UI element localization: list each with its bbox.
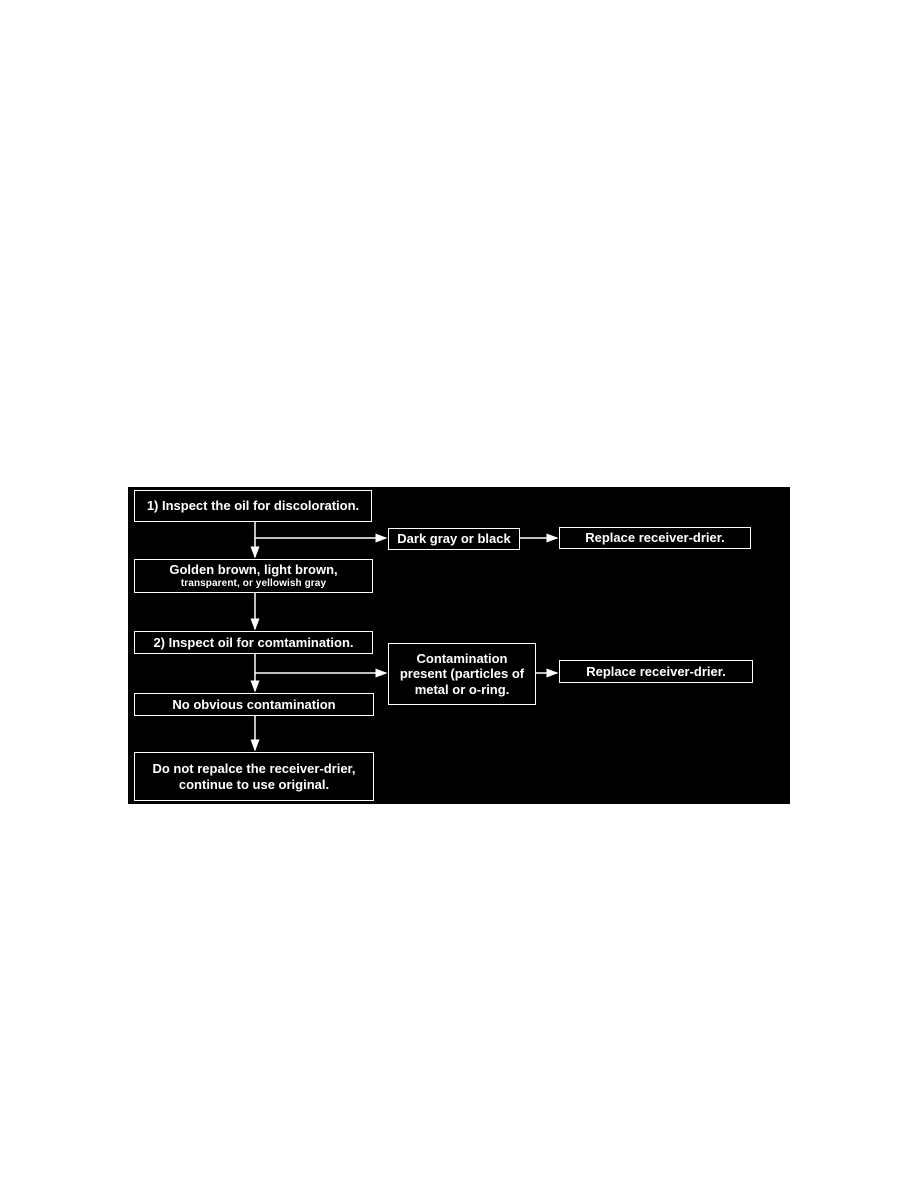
contamination-line1: Contamination (416, 650, 508, 666)
step2-inspect-contamination-box (134, 631, 373, 654)
replace-receiver-drier-box-1 (559, 527, 751, 549)
contamination-present-box (388, 643, 536, 705)
replace-1-label: Replace receiver-drier. (585, 530, 725, 546)
do-not-replace-box (134, 752, 374, 801)
step2-label: 2) Inspect oil for comtamination. (153, 634, 354, 650)
golden-brown-box (134, 559, 373, 593)
no-contamination-label: No obvious contamination (172, 696, 336, 712)
replace-receiver-drier-box-2 (559, 660, 753, 683)
golden-line1: Golden brown, light brown, (169, 562, 338, 578)
replace-2-label: Replace receiver-drier. (586, 663, 726, 679)
dark-gray-label: Dark gray or black (397, 531, 511, 547)
step1-label: 1) Inspect the oil for discoloration. (146, 498, 360, 514)
step1-inspect-discoloration-box (134, 490, 372, 522)
golden-line2: transparent, or yellowish gray (180, 577, 327, 589)
do-not-replace-line2: continue to use original. (178, 776, 330, 792)
contamination-line2: present (particles of (399, 666, 525, 682)
dark-gray-box (388, 528, 520, 550)
flowchart-panel (128, 487, 790, 804)
contamination-line3: metal or o-ring. (414, 681, 510, 697)
do-not-replace-line1: Do not repalce the receiver-drier, (152, 760, 356, 776)
no-contamination-box (134, 693, 374, 716)
